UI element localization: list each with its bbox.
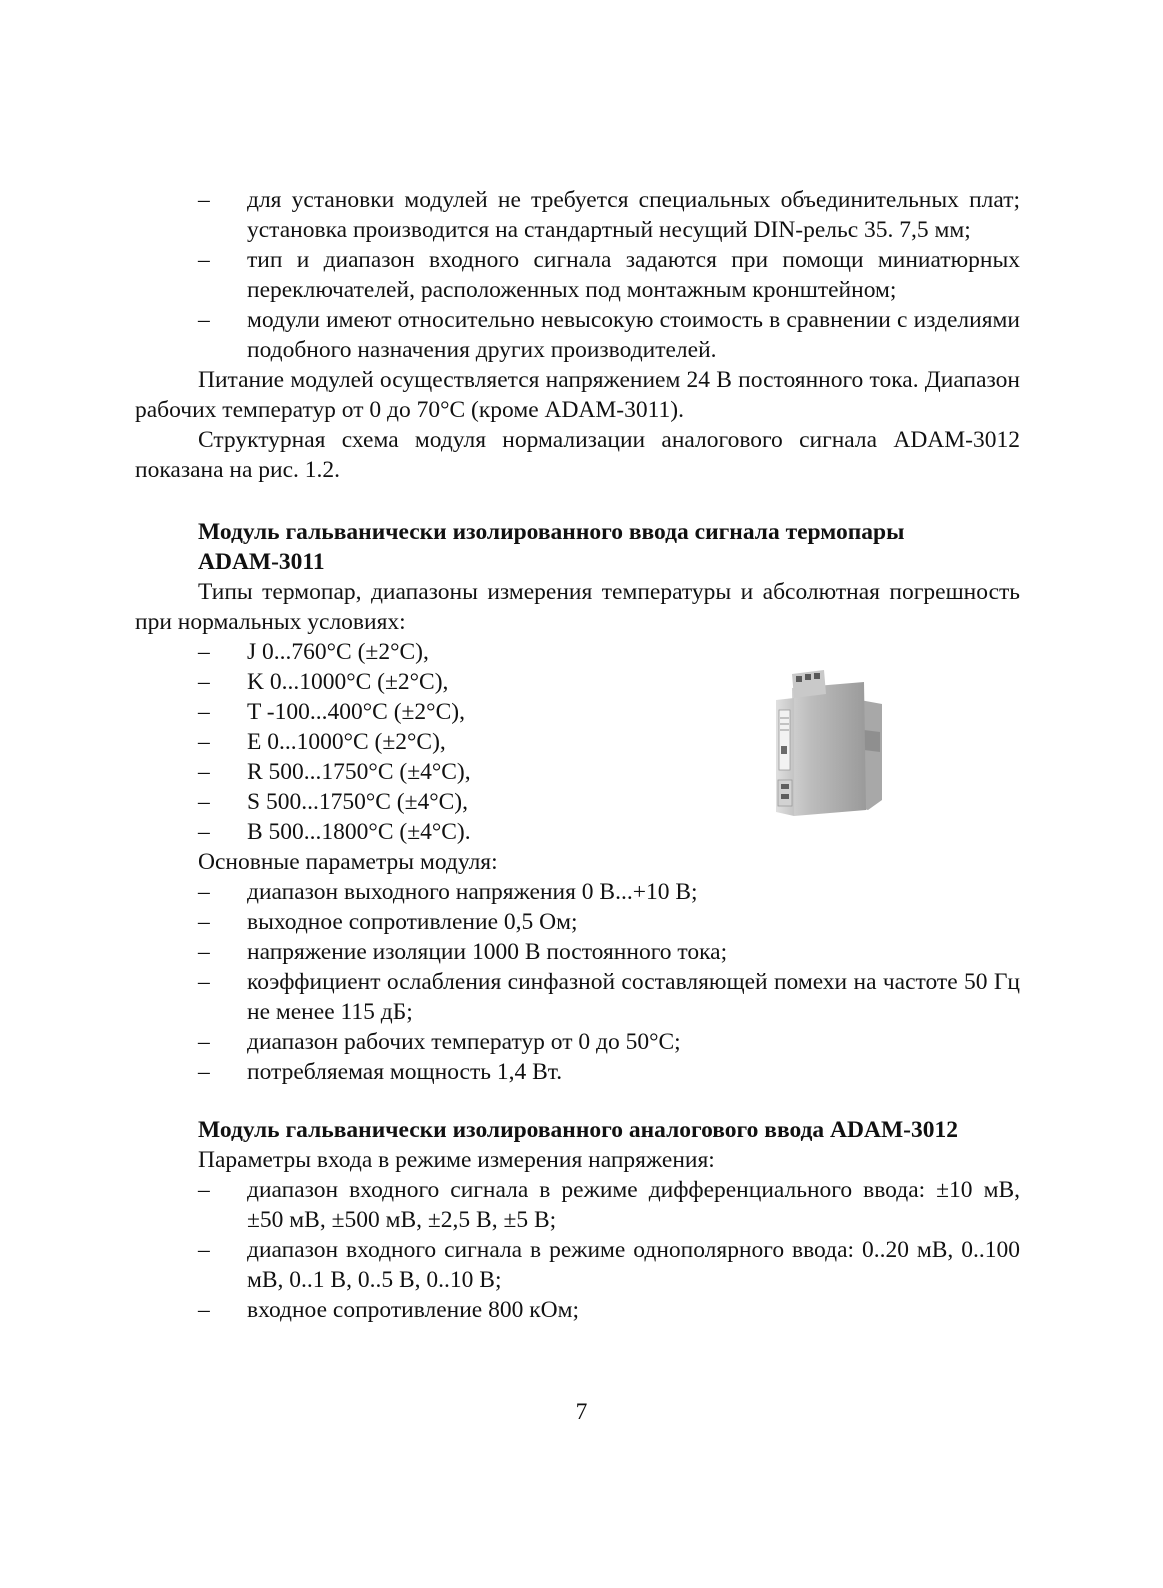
- intro-list: [135, 185, 1020, 365]
- list-item: [135, 877, 1020, 907]
- list-item-text: диапазон входного сигнала в режиме дифференциального ввода: ±10 мВ, ±50 мВ, ±500 мВ, ±2,5 В, ±5 В;: [247, 1177, 1020, 1233]
- list-item-text: R 500...1750°С (±4°С),: [247, 759, 471, 785]
- dash-bullet: –: [198, 1029, 210, 1055]
- list-item-text: выходное сопротивление 0,5 Ом;: [247, 909, 578, 935]
- dash-bullet: –: [198, 909, 210, 935]
- list-item-text: J 0...760°С (±2°С),: [247, 639, 429, 665]
- params-title: Основные параметры модуля:: [198, 849, 498, 875]
- thermocouple-intro: Типы термопар, диапазоны измерения температуры и абсолютная погрешность при нормальных условиях:: [135, 579, 1020, 635]
- list-item: [135, 1027, 1020, 1057]
- dash-bullet: –: [198, 699, 210, 725]
- list-item-text: модули имеют относительно невысокую стоимость в сравнении с изделиями подобного назначения других производителей.: [247, 307, 1020, 363]
- section-heading-adam-3011: [135, 517, 1020, 577]
- list-item: [135, 787, 1020, 817]
- list-item: [135, 1295, 1020, 1325]
- list-item: [135, 1175, 1020, 1235]
- list-item-text: тип и диапазон входного сигнала задаются при помощи миниатюрных переключателей, расположенных под монтажным кронштейном;: [247, 247, 1020, 303]
- dash-bullet: –: [198, 669, 210, 695]
- list-item: [135, 967, 1020, 1027]
- dash-bullet: –: [198, 819, 210, 845]
- dash-bullet: –: [198, 1177, 210, 1203]
- list-item: [135, 185, 1020, 245]
- dash-bullet: –: [198, 187, 210, 213]
- dash-bullet: –: [198, 969, 210, 995]
- dash-bullet: –: [198, 639, 210, 665]
- dash-bullet: –: [198, 247, 210, 273]
- list-item-text: напряжение изоляции 1000 В постоянного тока;: [247, 939, 728, 965]
- power-paragraph: Питание модулей осуществляется напряжением 24 В постоянного тока. Диапазон рабочих температур от 0 до 70°С (кроме ADAM-3011).: [135, 367, 1020, 423]
- module-params-list: [135, 877, 1020, 1087]
- heading-line-1: Модуль гальванически изолированного ввода сигнала термопары: [198, 519, 905, 545]
- list-item-text: коэффициент ослабления синфазной составляющей помехи на частоте 50 Гц не менее 115 дБ;: [247, 969, 1020, 1025]
- module-photo: [772, 660, 884, 818]
- list-item-text: потребляемая мощность 1,4 Вт.: [247, 1059, 563, 1085]
- list-item: [135, 697, 1020, 727]
- list-item: [135, 1235, 1020, 1295]
- list-item: [135, 907, 1020, 937]
- list-item: [135, 305, 1020, 365]
- section-heading-adam-3012: Модуль гальванически изолированного аналогового ввода ADAM-3012: [198, 1117, 958, 1143]
- list-item-text: T -100...400°С (±2°С),: [247, 699, 465, 725]
- dash-bullet: –: [198, 1297, 210, 1323]
- page-body: [135, 185, 1020, 1325]
- dash-bullet: –: [198, 307, 210, 333]
- dash-bullet: –: [198, 729, 210, 755]
- list-item-text: для установки модулей не требуется специальных объединительных плат; установка производится на стандартный несущий DIN-рельс 35. 7,5 мм;: [247, 187, 1020, 243]
- input-params-intro: Параметры входа в режиме измерения напряжения:: [198, 1147, 715, 1173]
- dash-bullet: –: [198, 1059, 210, 1085]
- list-item: [135, 667, 1020, 697]
- input-params-list: [135, 1175, 1020, 1325]
- dash-bullet: –: [198, 789, 210, 815]
- list-item-text: диапазон входного сигнала в режиме однополярного ввода: 0..20 мВ, 0..100 мВ, 0..1 В, 0..5 В, 0..10 В;: [247, 1237, 1020, 1293]
- dash-bullet: –: [198, 939, 210, 965]
- list-item: [135, 757, 1020, 787]
- list-item-text: E 0...1000°С (±2°С),: [247, 729, 446, 755]
- list-item-text: входное сопротивление 800 кОм;: [247, 1297, 580, 1323]
- thermocouple-list: [135, 637, 1020, 847]
- list-item: [135, 727, 1020, 757]
- dash-bullet: –: [198, 879, 210, 905]
- list-item-text: B 500...1800°С (±4°С).: [247, 819, 471, 845]
- list-item: [135, 637, 1020, 667]
- list-item-text: K 0...1000°С (±2°С),: [247, 669, 449, 695]
- list-item: [135, 817, 1020, 847]
- heading-line-2: ADAM-3011: [198, 549, 325, 575]
- list-item-text: диапазон выходного напряжения 0 В...+10 В;: [247, 879, 698, 905]
- list-item: [135, 245, 1020, 305]
- list-item-text: S 500...1750°С (±4°С),: [247, 789, 469, 815]
- dash-bullet: –: [198, 1237, 210, 1263]
- list-item: [135, 937, 1020, 967]
- scheme-paragraph: Структурная схема модуля нормализации аналогового сигнала ADAM-3012 показана на рис. 1.2.: [135, 427, 1020, 483]
- page-number: 7: [575, 1399, 588, 1425]
- list-item-text: диапазон рабочих температур от 0 до 50°С;: [247, 1029, 681, 1055]
- list-item: [135, 1057, 1020, 1087]
- dash-bullet: –: [198, 759, 210, 785]
